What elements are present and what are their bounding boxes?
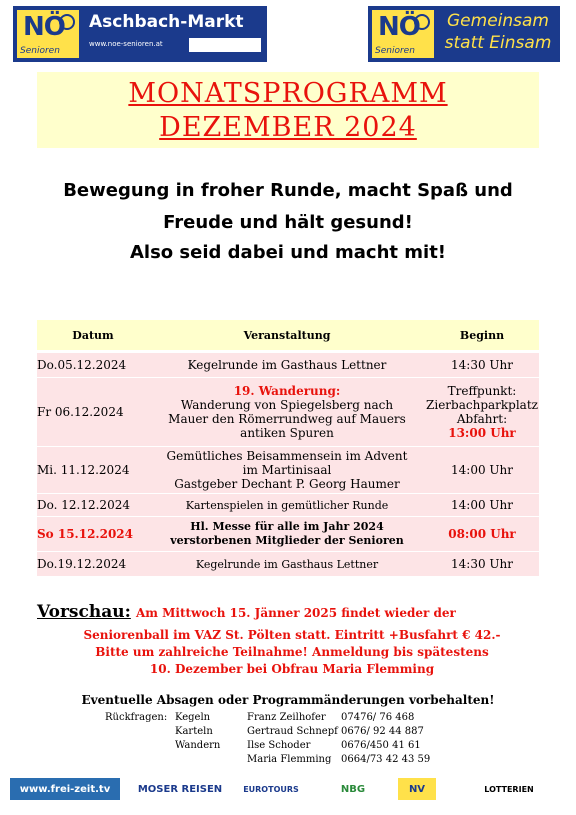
- row-date: So 15.12.2024: [37, 527, 133, 541]
- preview-label: Vorschau:: [37, 602, 131, 622]
- lotterien-badge-icon: [189, 38, 261, 52]
- table-header: [37, 320, 539, 350]
- header-event: Veranstaltung: [243, 328, 331, 342]
- preview-line-3: Bitte um zahlreiche Teilnahme! Anmeldung bis spätestens: [95, 645, 489, 659]
- table-row: [37, 494, 539, 516]
- brand-url: www.noe-senioren.at: [89, 40, 163, 48]
- contact-phone: 0676/450 41 61: [341, 740, 421, 751]
- sponsor-nbg-logo: NBG: [340, 783, 366, 795]
- preview-line-4: 10. Dezember bei Obfrau Maria Flemming: [149, 662, 435, 676]
- noe-logo-icon: NÖ Senioren: [17, 10, 79, 58]
- row-time: 14:00 Uhr: [451, 498, 513, 512]
- row-date: Fr 06.12.2024: [37, 405, 124, 419]
- contact-topic: Kegeln: [175, 712, 211, 723]
- preview-line-2: Seniorenball im VAZ St. Pölten statt. Eintritt +Busfahrt € 42.-: [83, 628, 501, 642]
- contact-name: Ilse Schoder: [247, 740, 311, 751]
- row-time: 08:00 Uhr: [448, 527, 516, 541]
- sponsor-logos: [10, 774, 566, 804]
- row-date: Do.05.12.2024: [37, 358, 127, 372]
- row-event: 19. Wanderung: Wanderung von Spiegelsberg nach Mauer den Römerrundweg auf Mauers antiken Spuren: [168, 384, 406, 440]
- intro-line-1: Bewegung in froher Runde, macht Spaß und: [63, 180, 513, 201]
- sponsor-lotterien-logo: LOTTERIEN: [484, 784, 534, 794]
- row-time: Treffpunkt: Zierbachparkplatz Abfahrt: 13:00 Uhr: [426, 384, 538, 440]
- row-time: 14:30 Uhr: [451, 358, 513, 372]
- header-date: Datum: [72, 328, 114, 342]
- logo-aschbach-markt: [13, 6, 267, 62]
- page-title: MONATSPROGRAMM: [128, 78, 448, 109]
- contact-name: Franz Zeilhofer: [247, 712, 326, 723]
- sponsor-frei-zeit-logo: www.frei-zeit.tv: [10, 778, 120, 800]
- row-event: Hl. Messe für alle im Jahr 2024 verstorbenen Mitglieder der Senioren: [170, 520, 404, 547]
- logo-gemeinsam-statt-einsam: [368, 6, 560, 62]
- row-event: Kegelrunde im Gasthaus Lettner: [195, 557, 379, 571]
- table-row: [37, 378, 539, 446]
- sponsor-moser-reisen-logo: MOSER REISEN: [137, 783, 223, 795]
- row-date: Do.19.12.2024: [37, 557, 127, 571]
- intro-line-3: Also seid dabei und macht mit!: [129, 242, 447, 263]
- contact-name: Gertraud Schnepf: [247, 726, 338, 737]
- row-time: 14:00 Uhr: [451, 463, 513, 477]
- title-banner: [37, 72, 539, 148]
- row-time: 14:30 Uhr: [451, 557, 513, 571]
- noe-logo-icon: NÖ Senioren: [372, 10, 434, 58]
- contact-topic: Wandern: [175, 740, 221, 751]
- row-event: Gemütliches Beisammensein im Advent im Martinisaal Gastgeber Dechant P. Georg Haumer: [166, 449, 408, 491]
- row-date: Mi. 11.12.2024: [37, 463, 130, 477]
- motto: Gemeinsam statt Einsam: [444, 11, 552, 53]
- contact-name: Maria Flemming: [247, 754, 332, 765]
- preview-line-1: Am Mittwoch 15. Jänner 2025 findet wieder der: [135, 606, 456, 620]
- table-row: [37, 353, 539, 377]
- sponsor-nv-logo: NV: [398, 778, 436, 800]
- notice: Eventuelle Absagen oder Programmänderungen vorbehalten!: [81, 693, 495, 707]
- table-row: [37, 447, 539, 493]
- contact-phone: 07476/ 76 468: [341, 712, 415, 723]
- intro-line-2: Freude und hält gesund!: [163, 212, 413, 233]
- contact-phone: 0676/ 92 44 887: [341, 726, 424, 737]
- contacts-intro: Rückfragen:: [105, 712, 168, 723]
- table-row: [37, 517, 539, 551]
- table-row: [37, 552, 539, 576]
- preview-section: [37, 602, 547, 676]
- row-event: Kegelrunde im Gasthaus Lettner: [187, 358, 387, 372]
- contact-phone: 0664/73 42 43 59: [341, 754, 431, 765]
- brand-title: Aschbach-Markt: [89, 12, 244, 32]
- sponsor-eurotours-logo: EUROTOURS: [243, 784, 299, 794]
- row-date: Do. 12.12.2024: [37, 498, 130, 512]
- page-subtitle: DEZEMBER 2024: [159, 112, 417, 143]
- contact-topic: Karteln: [175, 726, 213, 737]
- row-event: Kartenspielen in gemütlicher Runde: [185, 498, 389, 512]
- header-time: Beginn: [459, 328, 505, 342]
